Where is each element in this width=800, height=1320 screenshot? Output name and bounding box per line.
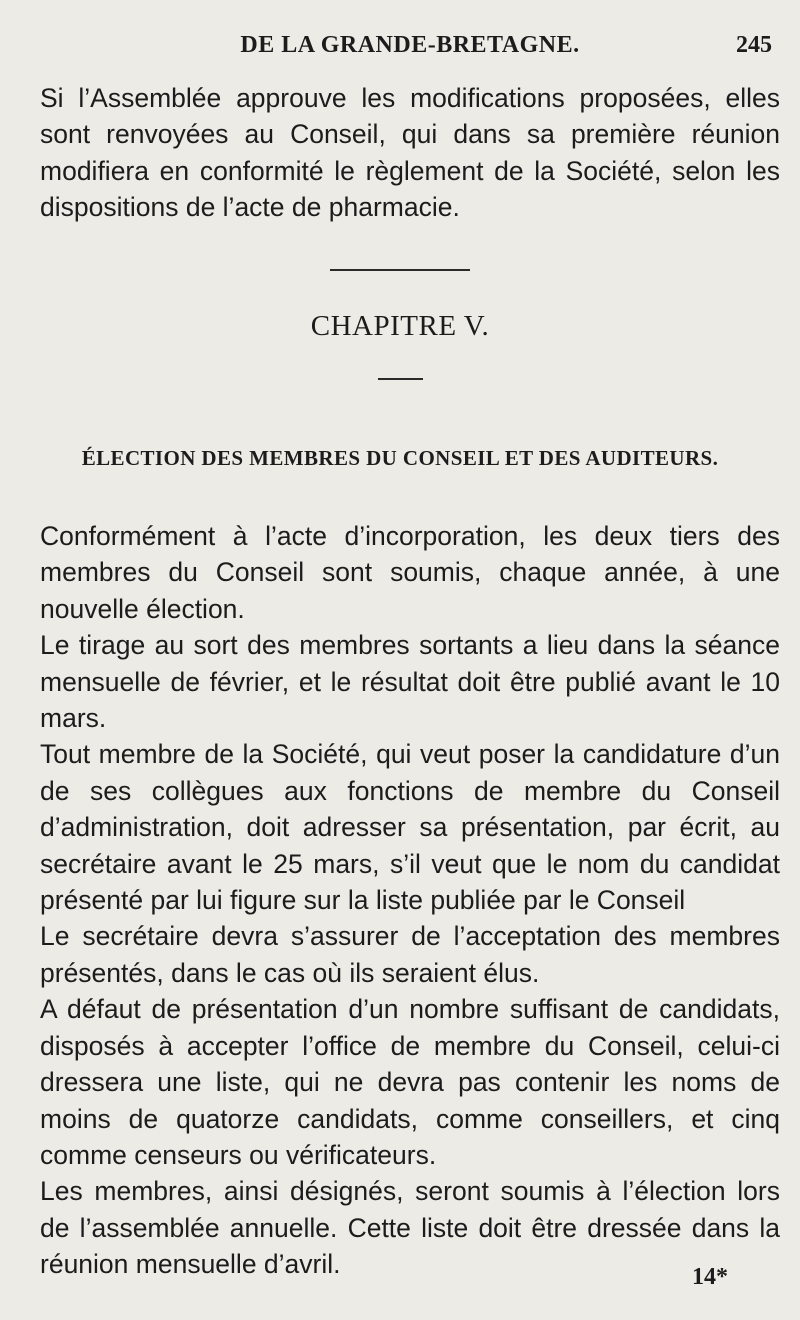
chapter-body: [40, 518, 780, 1283]
chapter-title: CHAPITRE V.: [310, 310, 490, 342]
paragraph: Les membres, ainsi désignés, seront soumis à l’élection lors de l’assemblée annuelle. Cette liste doit être dressée dans la réunion mensuelle d’avril.: [40, 1176, 780, 1280]
paragraph: Si l’Assemblée approuve les modifications proposées, elles sont renvoyées au Conseil, qui dans sa première réunion modifiera en conformité le règlement de la Société, selon les dispositions de l’acte de pharmacie.: [40, 83, 780, 223]
opening-paragraph-block: [40, 80, 780, 226]
page-number: 245: [736, 32, 772, 58]
short-rule: [378, 378, 423, 380]
paragraph: Tout membre de la Société, qui veut poser la candidature d’un de ses collègues aux fonctions de membre du Conseil d’administration, doit adresser sa présentation, par écrit, au secrétaire avant le 25 mars, s’il veut que le nom du candidat présenté par lui figure sur la liste publiée par le Conseil: [40, 739, 780, 916]
section-title: ÉLECTION DES MEMBRES DU CONSEIL ET DES AUDITEURS.: [81, 446, 719, 470]
section-rule: [330, 269, 470, 271]
paragraph: A défaut de présentation d’un nombre suffisant de candidats, disposés à accepter l’office de membre du Conseil, celui-ci dressera une liste, qui ne devra pas contenir les noms de moins de quatorze candidats, comme conseillers, et cinq comme censeurs ou vérificateurs.: [40, 994, 780, 1170]
signature-mark: 14*: [692, 1264, 728, 1290]
running-head: [40, 32, 780, 62]
paragraph: Le secrétaire devra s’assurer de l’acceptation des membres présentés, dans le cas où ils seraient élus.: [40, 921, 780, 988]
running-title: DE LA GRANDE-BRETAGNE.: [240, 32, 580, 58]
paragraph: Conformément à l’acte d’incorporation, les deux tiers des membres du Conseil sont soumis, chaque année, à une nouvelle élection.: [40, 521, 780, 624]
paragraph: Le tirage au sort des membres sortants a lieu dans la séance mensuelle de février, et le résultat doit être publié avant le 10 mars.: [40, 630, 780, 734]
